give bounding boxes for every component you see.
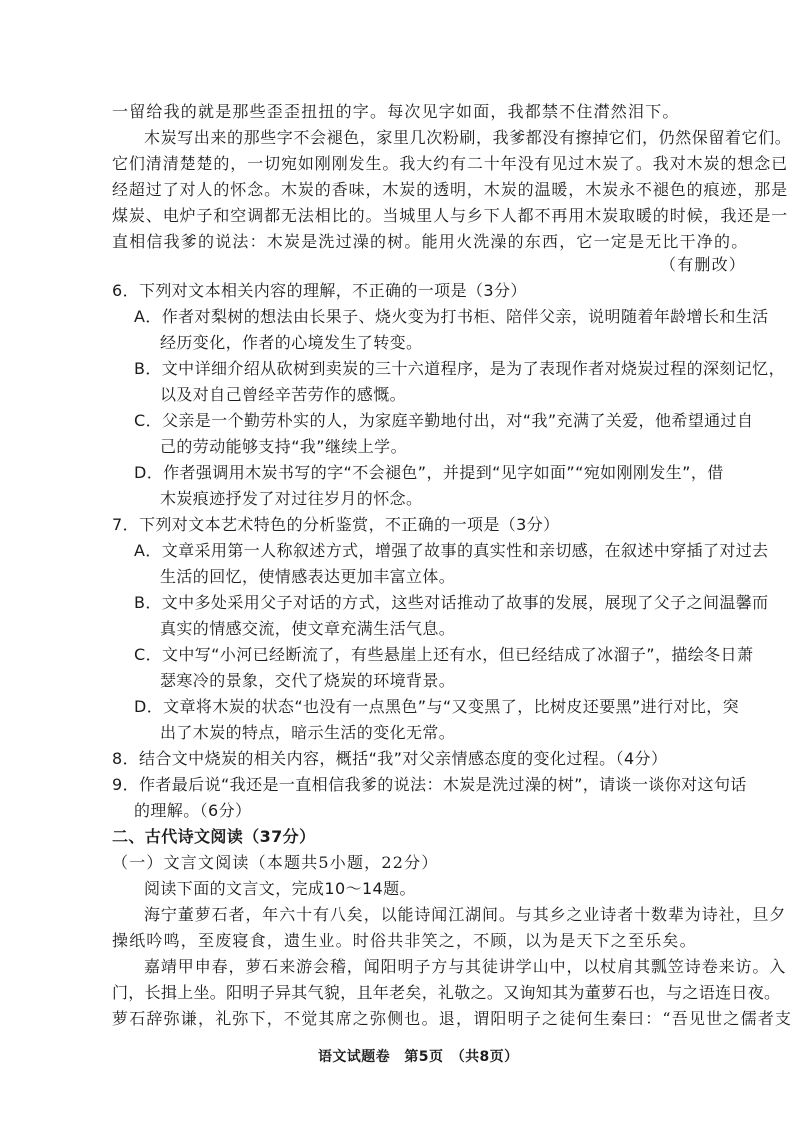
sub-section-heading: （一）文言文阅读（本题共5小题，22分） bbox=[112, 853, 439, 872]
q6-option-c: C．父亲是一个勤劳朴实的人，为家庭辛勤地付出，对“我”充满了关爱，他希望通过自 bbox=[134, 411, 754, 430]
q6-option-b: B．文中详细介绍从砍树到卖炭的三十六道程序，是为了表现作者对烧炭过程的深刻记忆， bbox=[134, 359, 785, 378]
classical-line-4: 门，长揖上坐。阳明子异其气貌，且年老矣，礼敬之。又询知其为董萝石也，与之语连日夜。 bbox=[112, 983, 781, 1002]
q6-option-a: A．作者对梨树的想法由长果子、烧火变为打书柜、陪伴父亲，说明随着年龄增长和生活 bbox=[134, 307, 769, 326]
passage-line-4: 经超过了对人的怀念。木炭的香味，木炭的透明，木炭的温暖，木炭永不褪色的痕迹，那是 bbox=[112, 180, 789, 199]
classical-line-1: 海宁董萝石者，年六十有八矣，以能诗闻江湖间。与其乡之业诗者十数辈为诗社，旦夕 bbox=[144, 905, 787, 924]
passage-line-6: 直相信我爹的说法：木炭是洗过澡的树。能用火洗澡的东西，它一定是无比干净的。 bbox=[112, 232, 749, 251]
classical-line-3: 嘉靖甲申春，萝石来游会稽，闻阳明子方与其徒讲学山中，以杖肩其瓢笠诗卷来访。入 bbox=[144, 957, 787, 976]
q6-stem: 6．下列对文本相关内容的理解，不正确的一项是（3分） bbox=[112, 281, 527, 300]
q7-option-b-cont: 真实的情感交流，使文章充满生活气息。 bbox=[160, 619, 456, 638]
q7-stem: 7．下列对文本艺术特色的分析鉴赏，不正确的一项是（3分） bbox=[112, 515, 560, 534]
q6-option-a-cont: 经历变化，作者的心境发生了转变。 bbox=[160, 333, 423, 352]
q7-option-a-cont: 生活的回忆，使情感表达更加丰富立体。 bbox=[160, 567, 456, 586]
q9-stem: 9．作者最后说“我还是一直相信我爹的说法：木炭是洗过澡的树”，请谈一谈你对这句话 bbox=[112, 775, 747, 794]
source-note: （有删改） bbox=[660, 255, 747, 274]
q8-stem: 8．结合文中烧炭的相关内容，概括“我”对父亲情感态度的变化过程。（4分） bbox=[112, 749, 668, 768]
section-heading: 二、古代诗文阅读（37分） bbox=[112, 827, 316, 846]
q7-option-b: B．文中多处采用父子对话的方式，这些对话推动了故事的发展，展现了父子之间温馨而 bbox=[134, 593, 769, 612]
passage-line-2: 木炭写出来的那些字不会褪色，家里几次粉刷，我爹都没有擦掉它们，仍然保留着它们。 bbox=[144, 128, 792, 147]
q7-option-d: D．文章将木炭的状态“也没有一点黑色”与“又变黑了，比树皮还要黑”进行对比，突 bbox=[134, 697, 740, 716]
q7-option-c: C．文中写“小河已经断流了，有些悬崖上还有水，但已经结成了冰溜子”，描绘冬日萧 bbox=[134, 645, 754, 664]
q7-option-a: A．文章采用第一人称叙述方式，增强了故事的真实性和亲切感，在叙述中穿插了对过去 bbox=[134, 541, 769, 560]
reading-instruction: 阅读下面的文言文，完成10～14题。 bbox=[144, 879, 416, 898]
page-footer: 语文试题卷 第5页 （共8页） bbox=[318, 1049, 519, 1065]
classical-line-5: 萝石辞弥谦，礼弥下，不觉其席之弥侧也。退，谓阳明子之徒何生秦曰：“吾见世之儒者支 bbox=[112, 1009, 793, 1028]
q7-option-d-cont: 出了木炭的特点，暗示生活的变化无常。 bbox=[160, 723, 456, 742]
classical-line-2: 操纸吟鸣，至废寝食，遗生业。时俗共非笑之，不顾，以为是天下之至乐矣。 bbox=[112, 931, 697, 950]
passage-line-3: 它们清清楚楚的，一切宛如刚刚发生。我大约有二十年没有见过木炭了。我对木炭的想念已 bbox=[112, 154, 789, 173]
q6-option-d-cont: 木炭痕迹抒发了对过往岁月的怀念。 bbox=[160, 489, 423, 508]
q7-option-c-cont: 瑟寒冷的景象，交代了烧炭的环境背景。 bbox=[160, 671, 456, 690]
q6-option-d: D．作者强调用木炭书写的字“不会褪色”，并提到“见字如面”“宛如刚刚发生”，借 bbox=[134, 463, 724, 482]
passage-line-5: 煤炭、电炉子和空调都无法相比的。当城里人与乡下人都不再用木炭取暖的时候，我还是一 bbox=[112, 206, 789, 225]
q6-option-b-cont: 以及对自己曾经辛苦劳作的感慨。 bbox=[160, 385, 407, 404]
passage-line-1: 一留给我的就是那些歪歪扭扭的字。每次见字如面，我都禁不住潸然泪下。 bbox=[112, 102, 680, 121]
q6-option-c-cont: 己的劳动能够支持“我”继续上学。 bbox=[160, 437, 407, 456]
q9-stem-cont: 的理解。（6分） bbox=[134, 801, 252, 820]
